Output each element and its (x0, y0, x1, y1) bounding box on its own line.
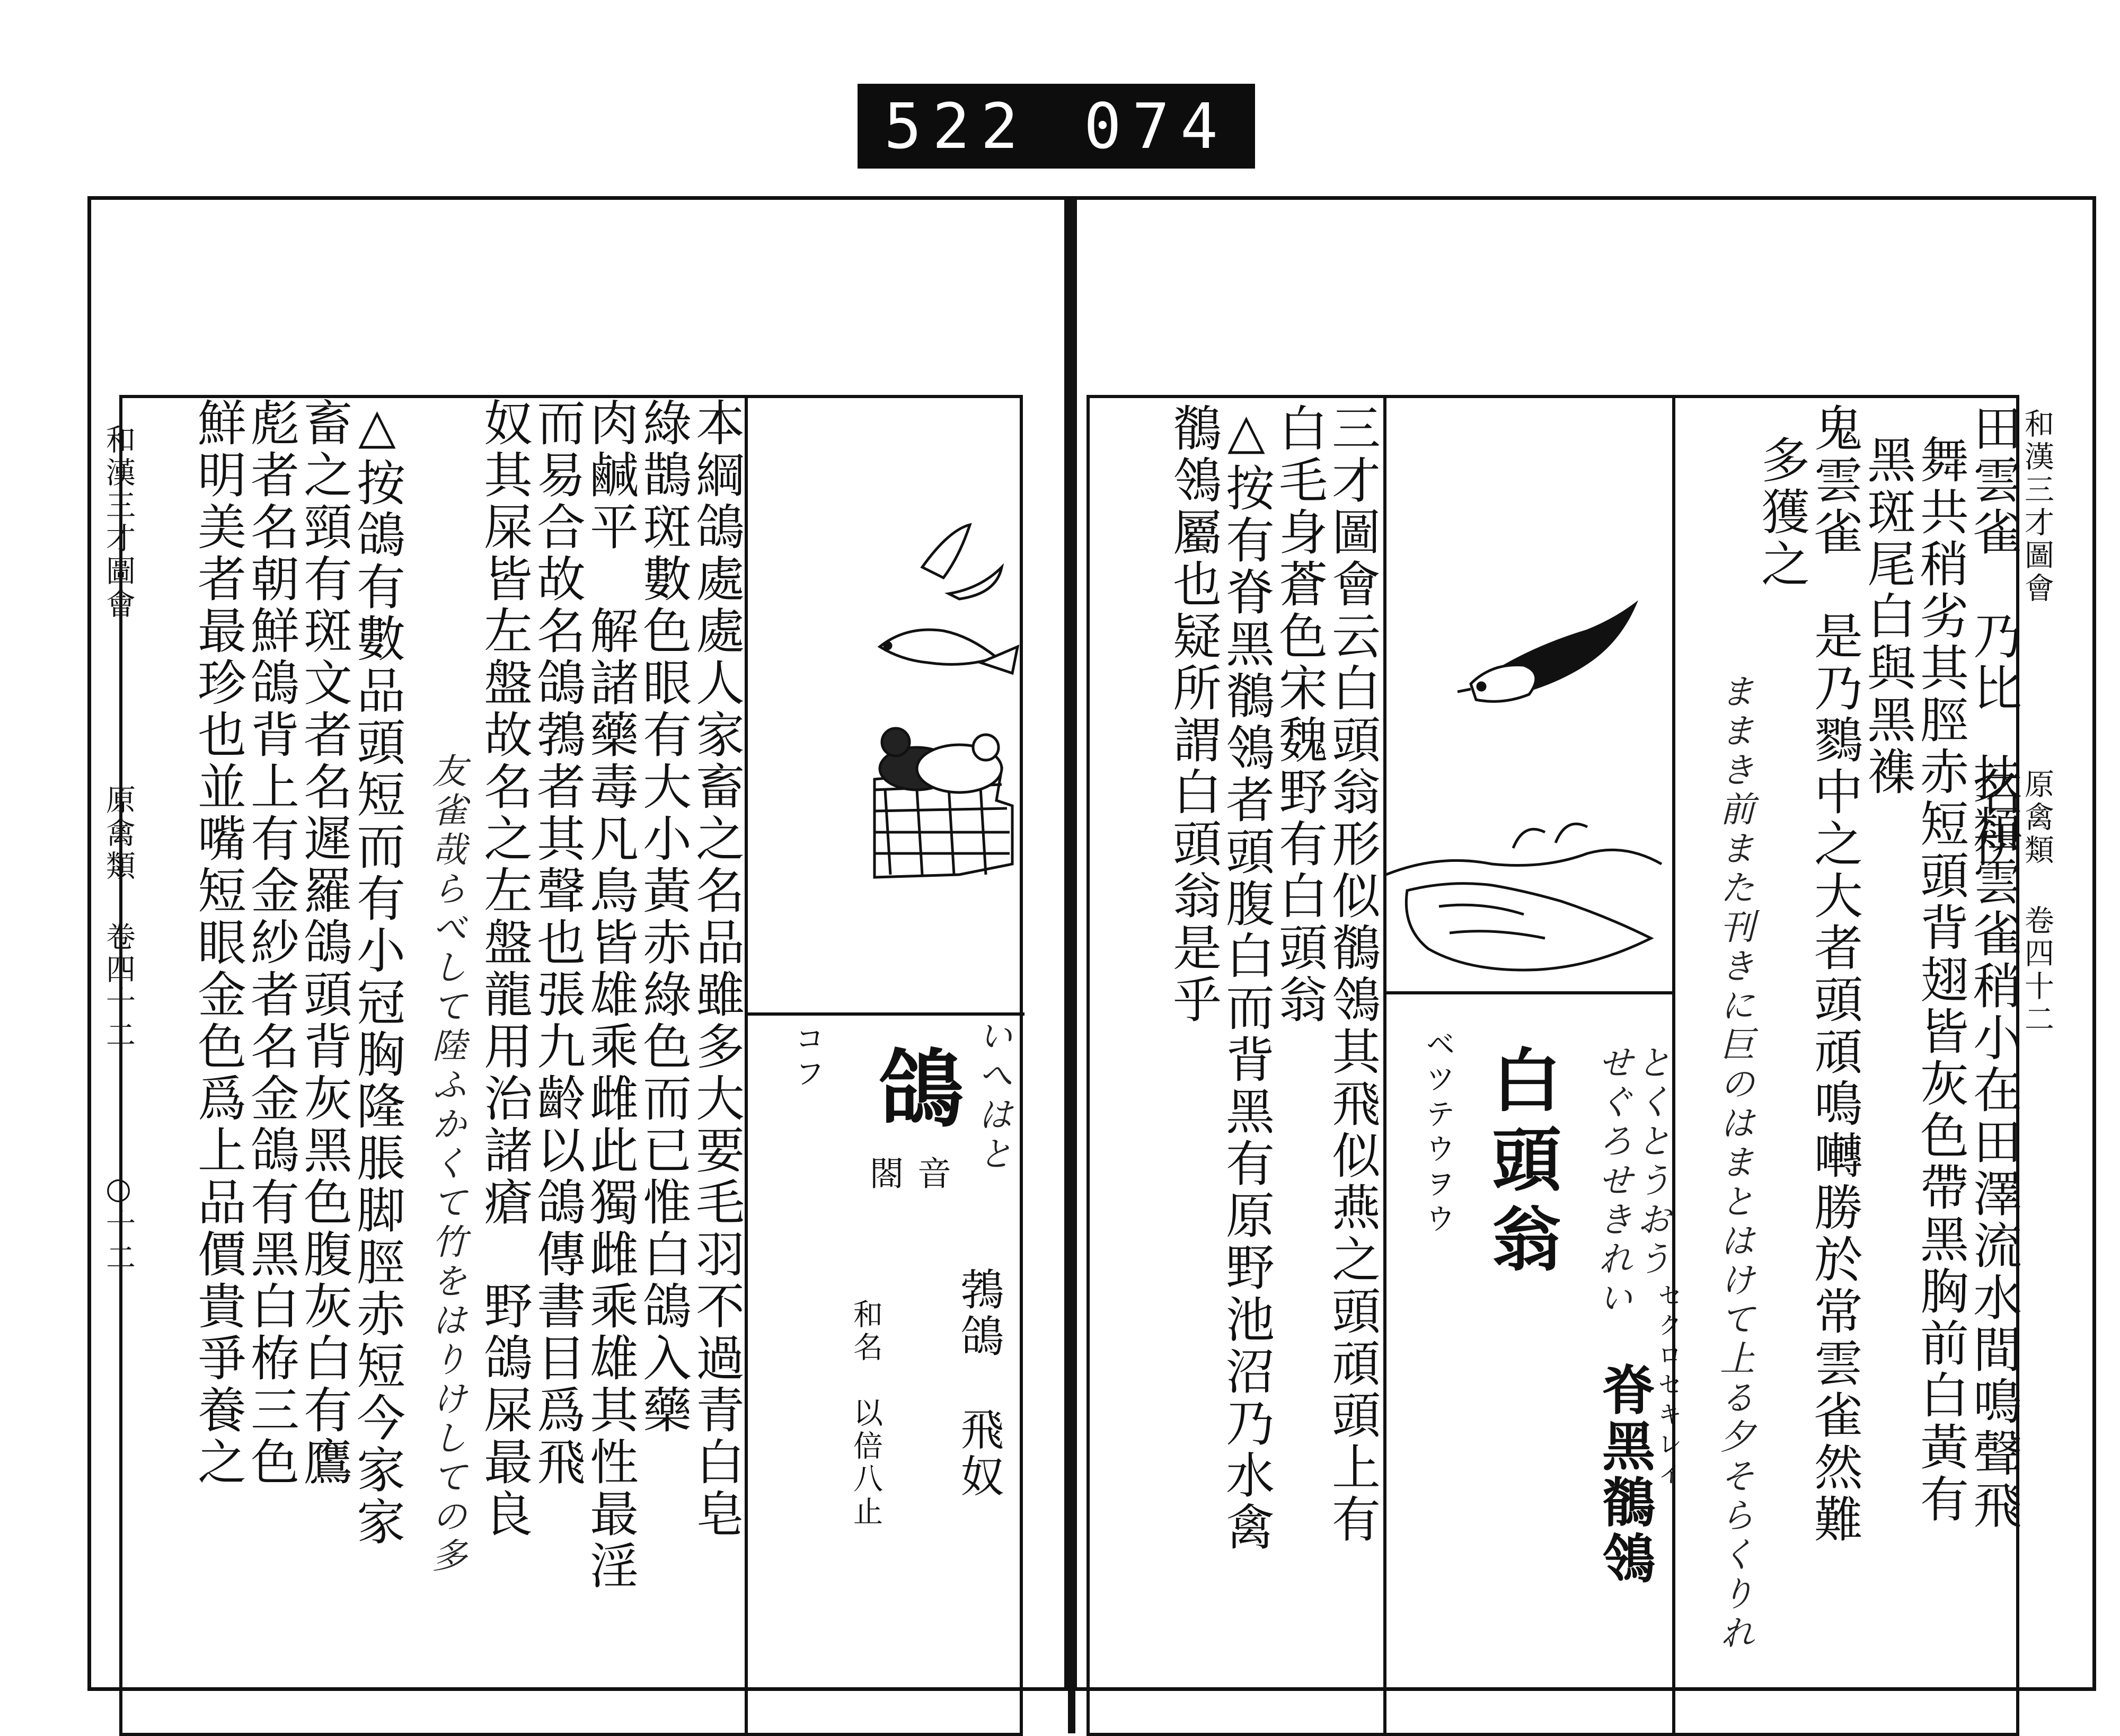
right-body-line-1: 田雲雀 乃比 名伊 (1965, 403, 2022, 870)
open-book (87, 196, 2120, 1733)
left-margin-folio: ○十二 (101, 1171, 136, 1275)
right-margin-section: 原禽類 卷四十二 (2020, 769, 2054, 1036)
entry-heading-dove: 鴿 (864, 1044, 964, 1140)
left-body-line-9: 彪者名朝鮮鴿背上有金紗者名金鴿有黑白栫三色 (243, 398, 299, 1488)
entry2-kana: セクロセキレイ (1654, 1283, 1683, 1491)
wagtail-illustration (1386, 398, 1672, 991)
left-body-line-1: 本綱鴿處處人家畜之名品雖多大要毛羽不過青白皂 (688, 398, 745, 1540)
entry-synonyms: 鵓鴿 飛奴 (953, 1267, 1004, 1500)
entry-heading-white-head: 白頭翁 (1481, 1044, 1562, 1283)
entry-sound-label: 音 (912, 1156, 951, 1189)
right-top-continuation: 扶類雲雀稍小在田澤流水間鳴聲飛 (1965, 753, 2022, 1532)
right-body-line-8: 白毛身蒼色宋魏野有白頭翁 (1271, 403, 1328, 1026)
left-entry-hline (745, 1012, 1024, 1016)
right-illus-hline (1383, 991, 1672, 994)
dove-illustration (747, 398, 1023, 1012)
entry-kana-left: コフ (790, 1023, 825, 1093)
right-body-line-3: 黑斑尾白與黑襍 (1859, 435, 1916, 798)
right-body-line-10: 鶺鴒屬也疑所謂白頭翁是乎 (1165, 403, 1222, 1026)
archive-label-right: 074 (1083, 90, 1229, 163)
right-body-line-6: ままき前また刊きに巨のはまとはけて上る夕そらくりれ (1713, 673, 1755, 1654)
archive-label-left: 522 (884, 90, 1029, 163)
right-margin-title: 和漢三才圖會 (2020, 408, 2054, 605)
left-body-line-5: 奴其屎皆左盤故名之左盤龍用治諸瘡 野鴿屎最良 (476, 398, 533, 1540)
left-body-line-2: 綠鵲斑數色眼有大小黃赤綠色而已惟白鴿入藥 (635, 398, 692, 1437)
entry-sound: 閤 (864, 1156, 903, 1189)
right-body-line-7: 三才圖會云白頭翁形似鶺鴒其飛似燕之頭頑頭上有 (1324, 403, 1381, 1546)
right-body-line-5: 多獲之 (1753, 435, 1810, 591)
left-body-line-3: 肉鹹平 解諸藥毒凡鳥皆雄乘雌此獨雌乘雄其性最淫 (582, 398, 639, 1592)
right-body-line-2: 舞共稍劣其脛赤短頭背翅皆灰色帶黑胸前白黃有 (1912, 435, 1969, 1526)
left-body-line-8: 畜之頸有斑文者名遲羅鴿頭背灰黑色腹灰白有鷹 (296, 398, 352, 1488)
right-body-line-4: 鬼雲雀 是乃鷚中之大者頭頑鳴囀勝於常雲雀然難 (1806, 403, 1863, 1546)
left-body-line-4: 而易合故名鴿鵓者其聲也張九齡以鴿傳書目爲飛 (529, 398, 586, 1488)
left-margin-section: 原禽類 卷四十二 (101, 785, 136, 1052)
right-body-line-9: △按有脊黑鶺鴒者頭腹白而背黑有原野池沼乃水禽 (1218, 403, 1275, 1554)
archive-label (858, 84, 1255, 169)
right-illus-right-rule (1672, 398, 1675, 1736)
entry-kana-right: いへはと (971, 1018, 1013, 1175)
entry1-kana-left: ベツテウヲウ (1421, 1028, 1455, 1238)
entry-heading-black-back-wagtail: 脊黑鶺鴒 (1593, 1362, 1656, 1587)
spine-line (1068, 196, 1075, 1733)
left-body-line-6: 友雀哉らべして陸ふかくて竹をはりけしての多 (426, 753, 467, 1576)
entry1-kana-right: とくとうおう せぐろせきれい (1592, 1044, 1672, 1319)
left-margin-title: 和漢三才圖會 (101, 424, 136, 621)
left-body-line-7: △按鴿有數品頭短而有小冠胸隆脹脚脛赤短今家家 (349, 398, 405, 1548)
left-body-line-10: 鮮明美者最珍也並嘴短眼金色爲上品價貴爭養之 (190, 398, 246, 1488)
entry-wamyo: 和名 以倍八止 (849, 1299, 883, 1529)
